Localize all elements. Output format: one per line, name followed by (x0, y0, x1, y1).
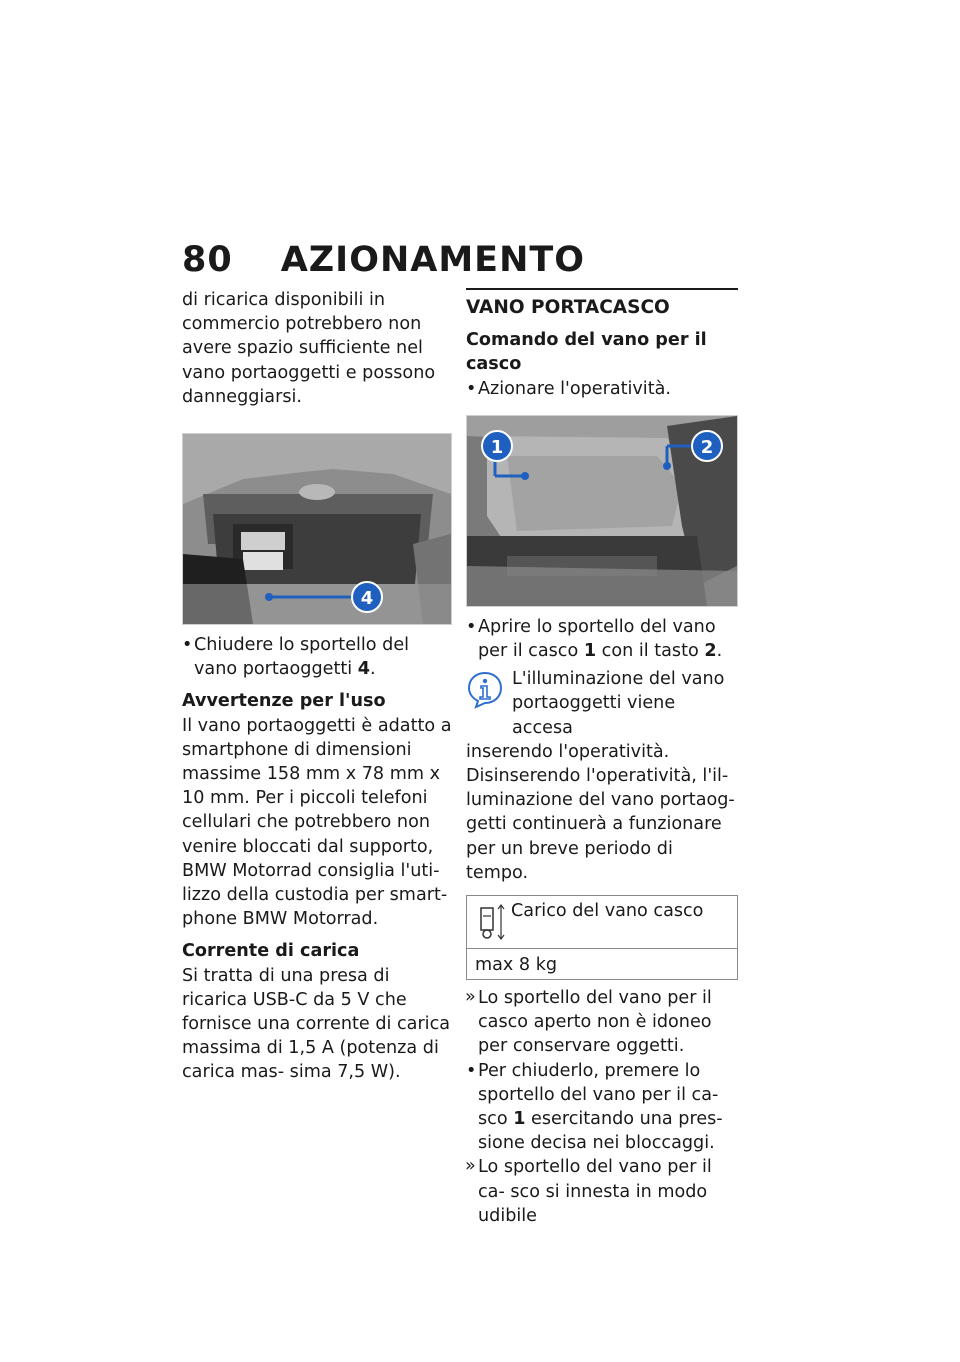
result-door-open: » Lo sportello del vano per il casco aperto non è idoneo per conservare oggetti. (466, 986, 738, 1059)
info-icon (466, 671, 504, 709)
bullet-open-door: • Aprire lo sportello del vano per il casco 1 con il tasto 2. (466, 615, 738, 663)
intro-paragraph: di ricarica disponibili in commercio potrebbero non avere spazio sufficiente nel vano portaoggetti e possono danneggiarsi. (182, 290, 436, 407)
helmet-compartment-figure (466, 415, 738, 607)
bullet-close-compartment: • Chiudere lo sportello del vano portaoggetti 4. (182, 633, 454, 681)
result-door-locks: » Lo sportello del vano per il ca- sco si innesta in modo udibile (466, 1155, 738, 1228)
heading-usage-notes: Avvertenze per l'uso (182, 691, 386, 712)
spec-value: max 8 kg (475, 955, 558, 976)
callout-2: 2 (700, 436, 714, 458)
bullet-close-door: • Per chiuderlo, premere lo sportello del vano per il ca- sco 1 esercitando una pres- sione decisa nei bloccaggi. (466, 1059, 738, 1156)
usage-notes-paragraph: Il vano portaoggetti è adatto a smartphone di dimensioni massime 158 mm x 78 mm x 10 mm. Per i piccoli telefoni cellulari che potrebbero non venire bloccati dal supporto, BMW Motorrad consiglia l'uti- lizzo della custodia per smart- phone BMW Motorrad. (182, 715, 452, 930)
left-column (182, 288, 454, 1085)
storage-compartment-illustration (183, 434, 451, 624)
weight-icon (467, 896, 507, 946)
heading-charging-current: Corrente di carica (182, 941, 360, 962)
spec-label: Carico del vano casco (511, 901, 704, 922)
helmet-compartment-illustration (467, 416, 737, 606)
spec-table (466, 895, 738, 980)
subheading-helmet-compartment: Comando del vano per il casco (466, 330, 707, 375)
storage-compartment-figure (182, 433, 452, 625)
info-note (466, 667, 738, 740)
page-header (182, 240, 585, 280)
note-continuation: inserendo l'operatività. Disinserendo l'operatività, l'il- luminazione del vano portaog- getti continuerà a funzionare per un breve periodo di tempo. (466, 741, 735, 883)
page-number: 80 (182, 240, 233, 280)
bullet-switch-on: • Azionare l'operatività. (466, 377, 738, 401)
callout-1: 1 (490, 436, 504, 458)
section-title: VANO PORTACASCO (466, 288, 738, 320)
note-first-line: L'illuminazione del vano portaoggetti viene accesa (512, 669, 725, 738)
callout-4: 4 (360, 588, 374, 610)
charging-current-paragraph: Si tratta di una presa di ricarica USB-C da 5 V che fornisce una corrente di carica massima di 1,5 A (potenza di carica mas- sima 7,5 W). (182, 965, 451, 1083)
page-title: AZIONAMENTO (280, 240, 585, 280)
right-column (466, 288, 738, 1228)
